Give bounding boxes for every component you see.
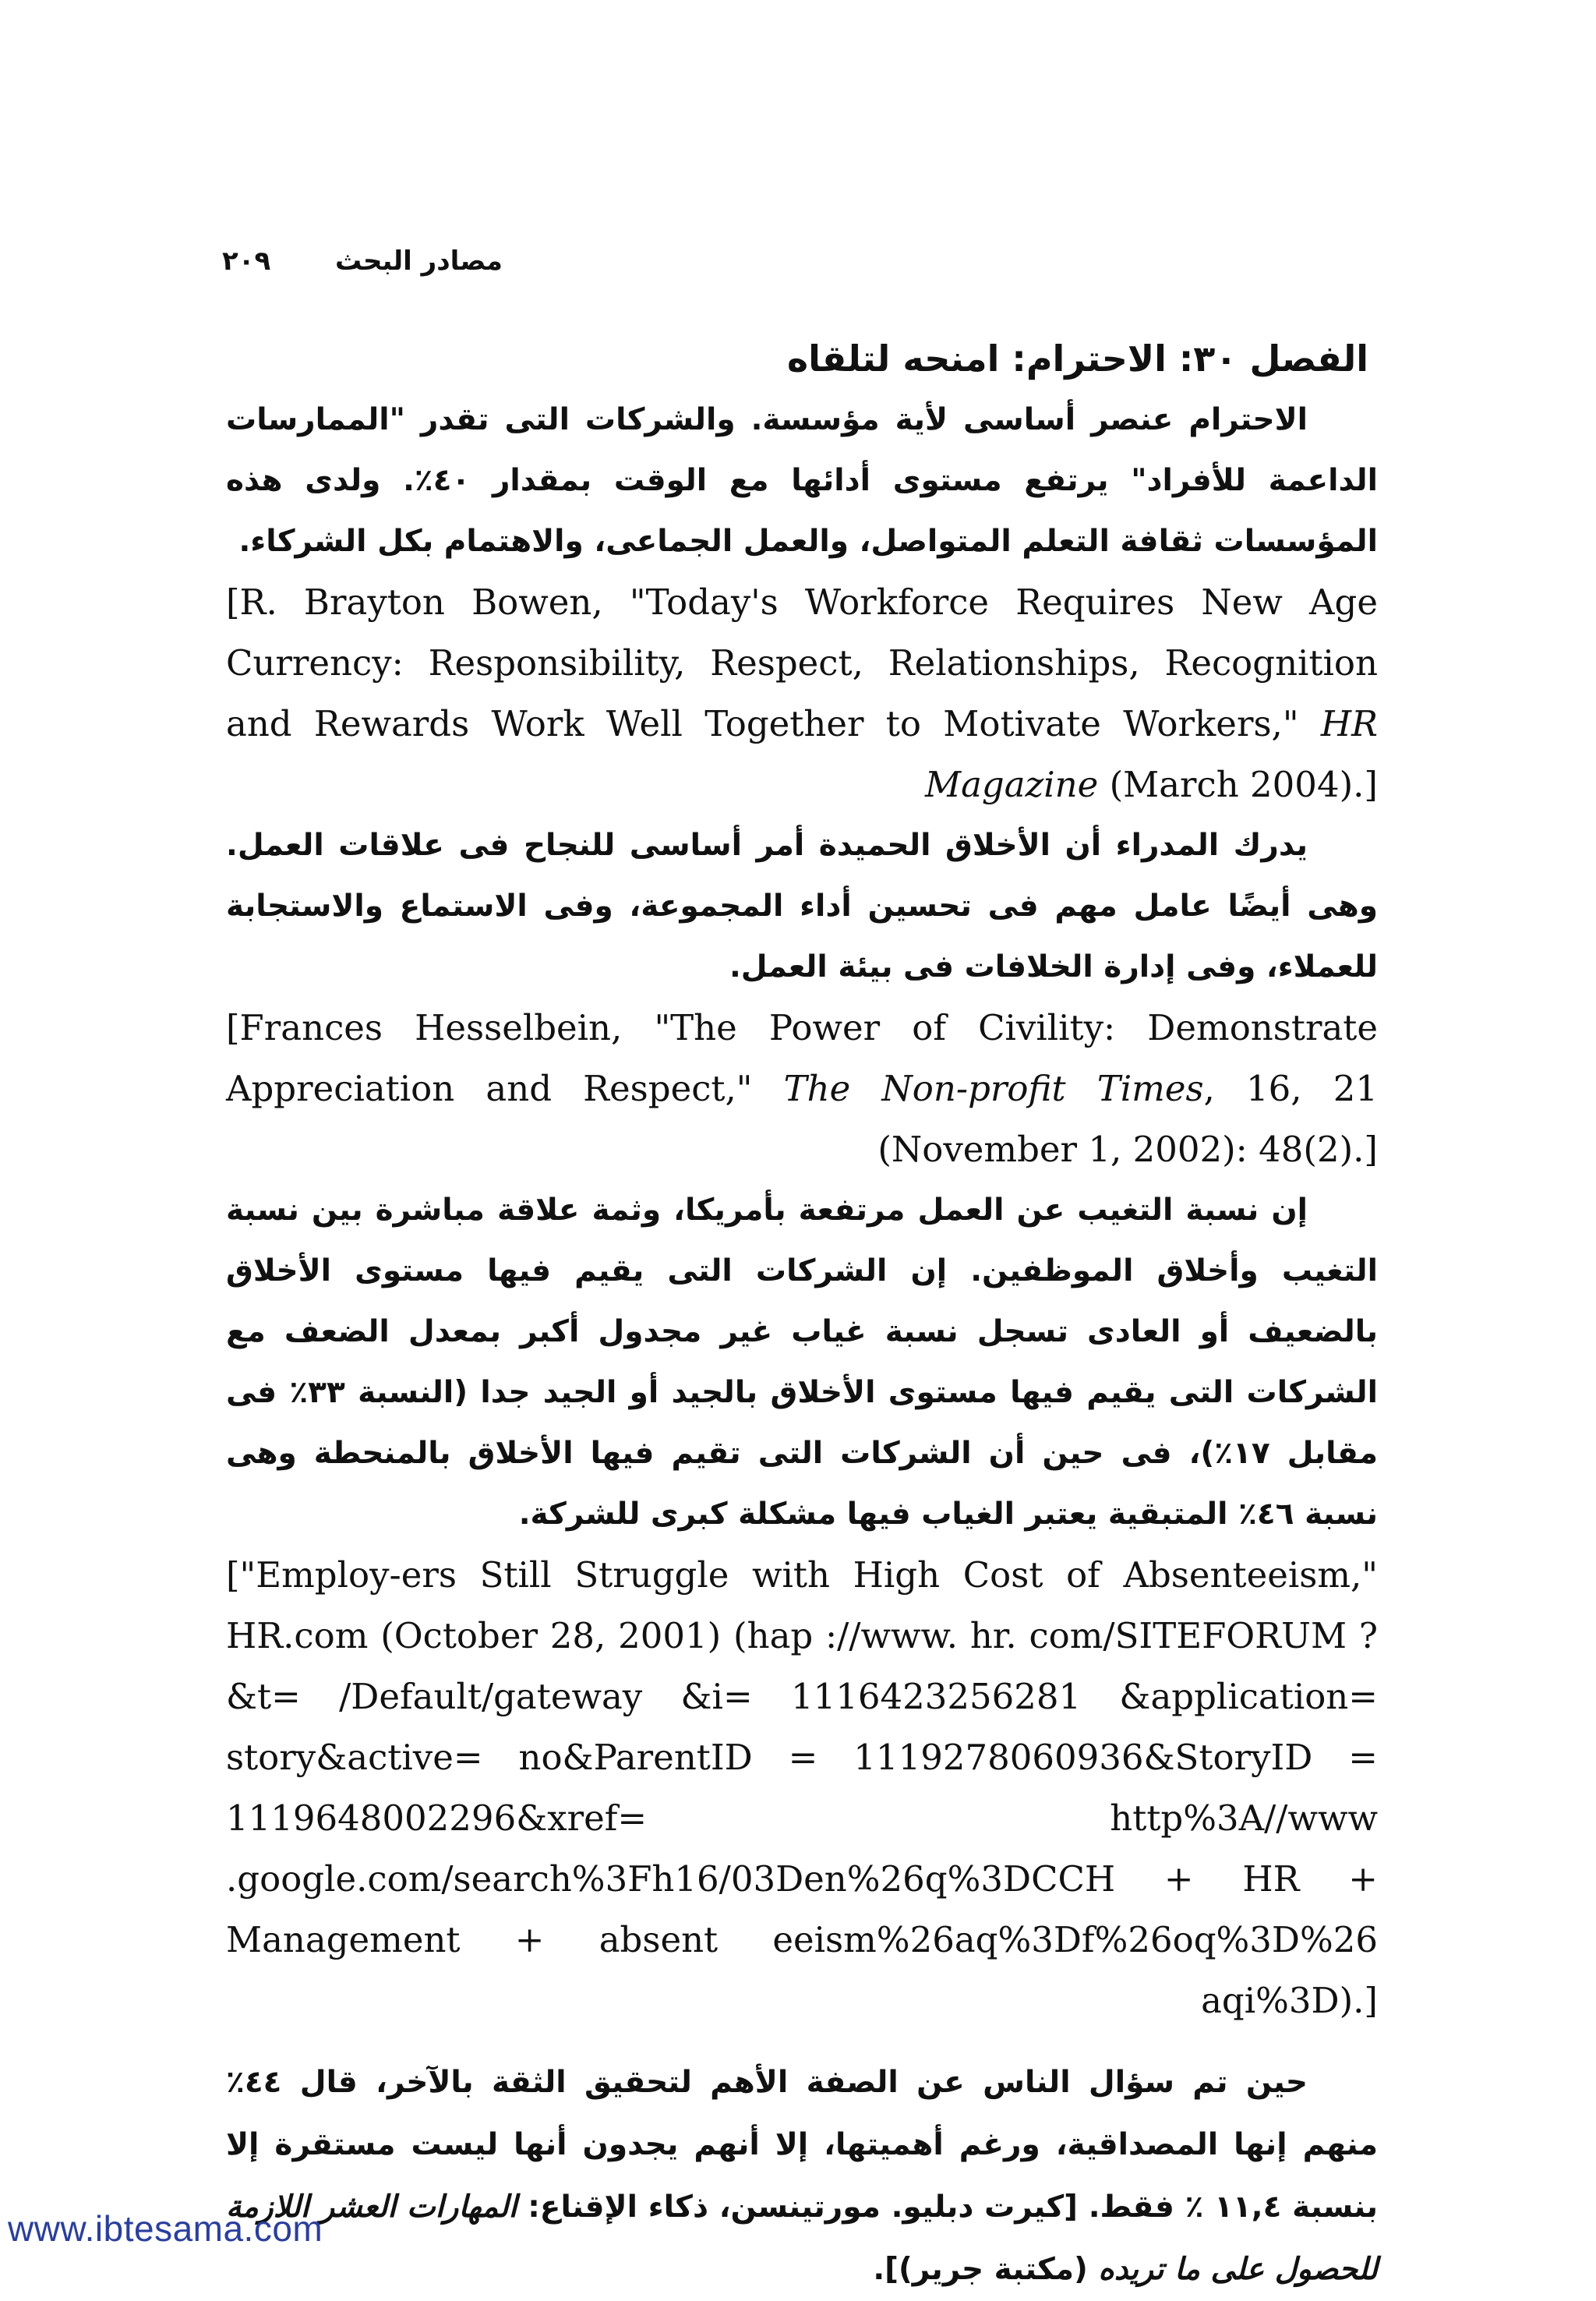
entry-arabic-text: الاحترام عنصر أساسى لأية مؤسسة. والشركات التى تقدر "الممارسات الداعمة للأفراد" يرتفع مستوى أدائها مع الوقت بمقدار ٤٠٪. ولدى هذه المؤسسات ثقافة التعلم المتواصل، والعمل الجماعى، والاهتمام بكل الشركاء. xyxy=(226,402,1378,559)
page-header xyxy=(222,246,1387,285)
entry-arabic-text: يدرك المدراء أن الأخلاق الحميدة أمر أساسى للنجاح فى علاقات العمل. وهى أيضًا عامل مهم فى تحسين أداء المجموعة، وفى الاستماع والاستجابة للعملاء، وفى إدارة الخلافات فى بيئة العمل. xyxy=(226,828,1378,984)
reference-source: HR Magazine xyxy=(925,703,1378,805)
reference-source: The Non-profit Times xyxy=(783,1068,1204,1109)
body-text xyxy=(226,390,1378,2301)
reference-lead: [R. Brayton Bowen, "Today's Workforce Requires New Age Currency: Responsibility, Respect, Relationships, Recognition and Rewards Work Well Together to Motivate Workers," xyxy=(226,581,1378,744)
entry-reference xyxy=(226,1545,1378,2031)
page-number: ٢٠٩ xyxy=(222,246,271,277)
entry-reference xyxy=(226,572,1378,815)
reference-lead: [Frances Hesselbein, "The Power of Civility: Demonstrate Appreciation and Respect," xyxy=(226,1007,1378,1109)
citation-open: [كيرت دبليو. مورتينسن، ذكاء الإقناع: xyxy=(517,2190,1089,2225)
reference-tail: , 16, 21 (November 1, 2002): 48(2).] xyxy=(877,1068,1378,1170)
citation-close: (مكتبة جرير)]. xyxy=(873,2252,1099,2287)
entry-1 xyxy=(226,390,1378,815)
final-text: حين تم سؤال الناس عن الصفة الأهم لتحقيق الثقة بالآخر، قال ٤٤٪ منهم إنها المصداقية، ورغم أهميتها، إلا أنهم يجدون أنها ليست مستقرة إلا بنسبة ١١,٤ ٪ فقط. xyxy=(226,2065,1378,2225)
entry-3 xyxy=(226,1180,1378,2031)
entry-arabic-text: إن نسبة التغيب عن العمل مرتفعة بأمريكا، وثمة علاقة مباشرة بين نسبة التغيب وأخلاق الموظفين. إن الشركات التى يقيم فيها مستوى الأخلاق بالضعيف أو العادى تسجل نسبة غياب غير مجدول أكبر بمعدل الضعف مع الشركات التى يقيم فيها مستوى الأخلاق بالجيد أو الجيد جدا (النسبة ٣٣٪ فى مقابل ١٧٪)، فى حين أن الشركات التى تقيم فيها الأخلاق بالمنحطة وهى نسبة ٤٦٪ المتبقية يعتبر الغياب فيها مشكلة كبرى للشركة. xyxy=(226,1193,1379,1532)
final-paragraph xyxy=(226,2052,1378,2301)
entry-2 xyxy=(226,815,1378,1180)
reference-lead: ["Employ-ers Still Struggle with High Cost of Absenteeism," HR.com (October 28, 2001) (hap ://www. hr. com/SITEFORUM ?&t= /Default/gateway &i= 1116423256281 &application= story&active= no&ParentID = 1119278060936&StoryID = 1119648002296&xref= http%3A//www .google.com/search%3Fh16/03Den%26q%3DCCH + HR + Management + absent eeism%26aq%3Df%26oq%3D%26 aqi%3D).] xyxy=(226,1554,1378,2021)
site-watermark: www.ibtesama.com xyxy=(8,2208,323,2249)
reference-tail: (March 2004).] xyxy=(1098,764,1378,805)
running-title: مصادر البحث xyxy=(335,246,503,277)
entry-reference xyxy=(226,998,1378,1180)
spacer xyxy=(226,2031,1378,2052)
chapter-title: الفصل ٣٠: الاحترام: امنحه لتلقاه xyxy=(786,338,1368,380)
citation-book-title: المهارات العشر اللازمة للحصول على ما تريده xyxy=(226,2190,1378,2287)
